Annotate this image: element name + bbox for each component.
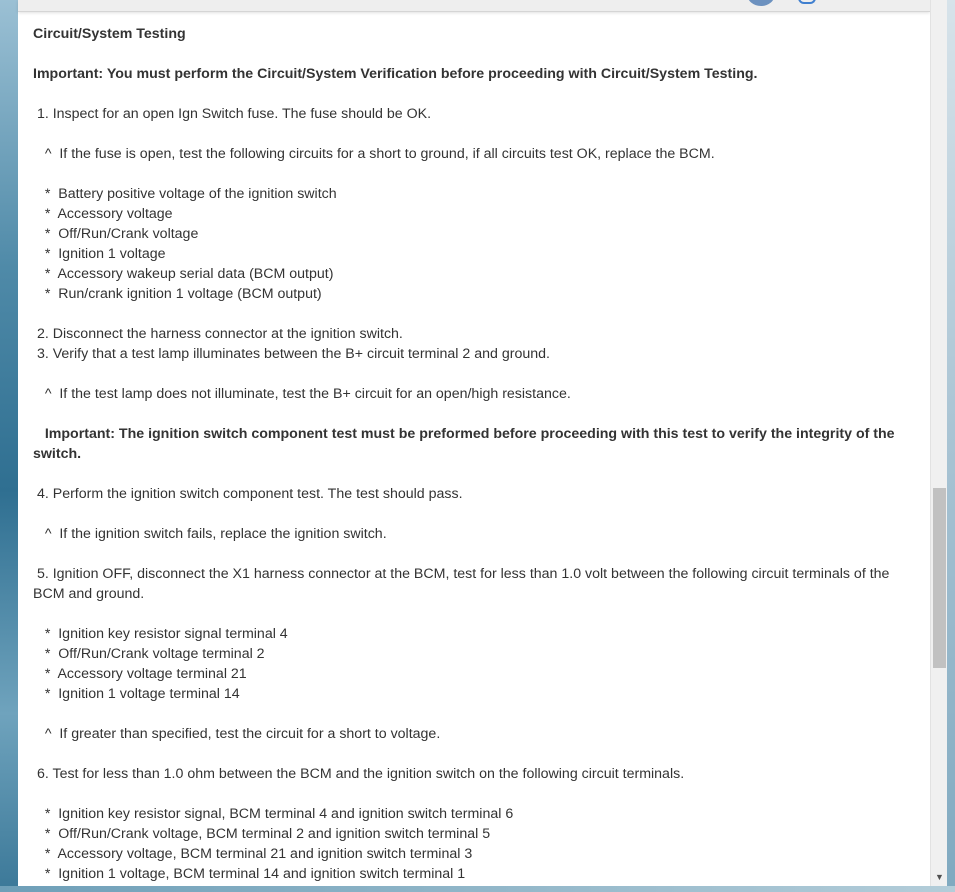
- list-item: * Off/Run/Crank voltage: [33, 226, 199, 242]
- list-item: * Accessory wakeup serial data (BCM output): [33, 266, 334, 282]
- section-title: Circuit/System Testing: [33, 26, 186, 42]
- important-note-verification: Important: You must perform the Circuit/System Verification before proceeding with Circuit/System Testing.: [33, 66, 758, 82]
- step-3: 3. Verify that a test lamp illuminates between the B+ circuit terminal 2 and ground.: [33, 346, 550, 362]
- list-item: * Ignition key resistor signal terminal 4: [33, 626, 288, 642]
- step-4: 4. Perform the ignition switch component test. The test should pass.: [33, 486, 463, 502]
- list-item: * Accessory voltage, BCM terminal 21 and ignition switch terminal 3: [33, 846, 473, 862]
- list-item: * Accessory voltage: [33, 206, 173, 222]
- scrollbar-thumb[interactable]: [933, 488, 946, 668]
- desktop-background-right: [947, 0, 955, 892]
- desktop-background-left: [0, 0, 18, 892]
- step-5-note: ^ If greater than specified, test the circuit for a short to voltage.: [33, 726, 441, 742]
- step-2: 2. Disconnect the harness connector at the ignition switch.: [33, 326, 403, 342]
- avatar[interactable]: [747, 0, 775, 6]
- document-window: [18, 0, 930, 886]
- step-3-note: ^ If the test lamp does not illuminate, test the B+ circuit for an open/high resistance.: [33, 386, 571, 402]
- list-item: * Ignition 1 voltage: [33, 246, 166, 262]
- document-icon[interactable]: [798, 0, 816, 4]
- step-5: 5. Ignition OFF, disconnect the X1 harness connector at the BCM, test for less than 1.0 volt between the following circuit terminals of the BCM and ground.: [33, 566, 890, 602]
- scroll-down-arrow-icon[interactable]: ▼: [935, 872, 944, 882]
- list-item: * Off/Run/Crank voltage terminal 2: [33, 646, 265, 662]
- step-4-note: ^ If the ignition switch fails, replace the ignition switch.: [33, 526, 387, 542]
- step-1: 1. Inspect for an open Ign Switch fuse. The fuse should be OK.: [33, 106, 432, 122]
- step-1-note: ^ If the fuse is open, test the following circuits for a short to ground, if all circuits test OK, replace the BCM.: [33, 146, 715, 162]
- desktop-background-bottom: [0, 886, 955, 892]
- list-item: * Battery positive voltage of the ignition switch: [33, 186, 337, 202]
- list-item: * Off/Run/Crank voltage, BCM terminal 2 and ignition switch terminal 5: [33, 826, 491, 842]
- vertical-scrollbar[interactable]: [930, 0, 948, 886]
- top-toolbar: [18, 0, 930, 12]
- step-6: 6. Test for less than 1.0 ohm between the BCM and the ignition switch on the following circuit terminals.: [33, 766, 685, 782]
- list-item: * Ignition key resistor signal, BCM terminal 4 and ignition switch terminal 6: [33, 806, 514, 822]
- list-item: * Ignition 1 voltage terminal 14: [33, 686, 240, 702]
- list-item: * Ignition 1 voltage, BCM terminal 14 and ignition switch terminal 1: [33, 866, 466, 882]
- list-item: * Run/crank ignition 1 voltage (BCM output): [33, 286, 322, 302]
- list-item: * Accessory voltage terminal 21: [33, 666, 247, 682]
- important-note-component-test: Important: The ignition switch component test must be preformed before proceeding with this test to verify the integrity of the switch.: [33, 426, 899, 462]
- document-content: [33, 24, 913, 884]
